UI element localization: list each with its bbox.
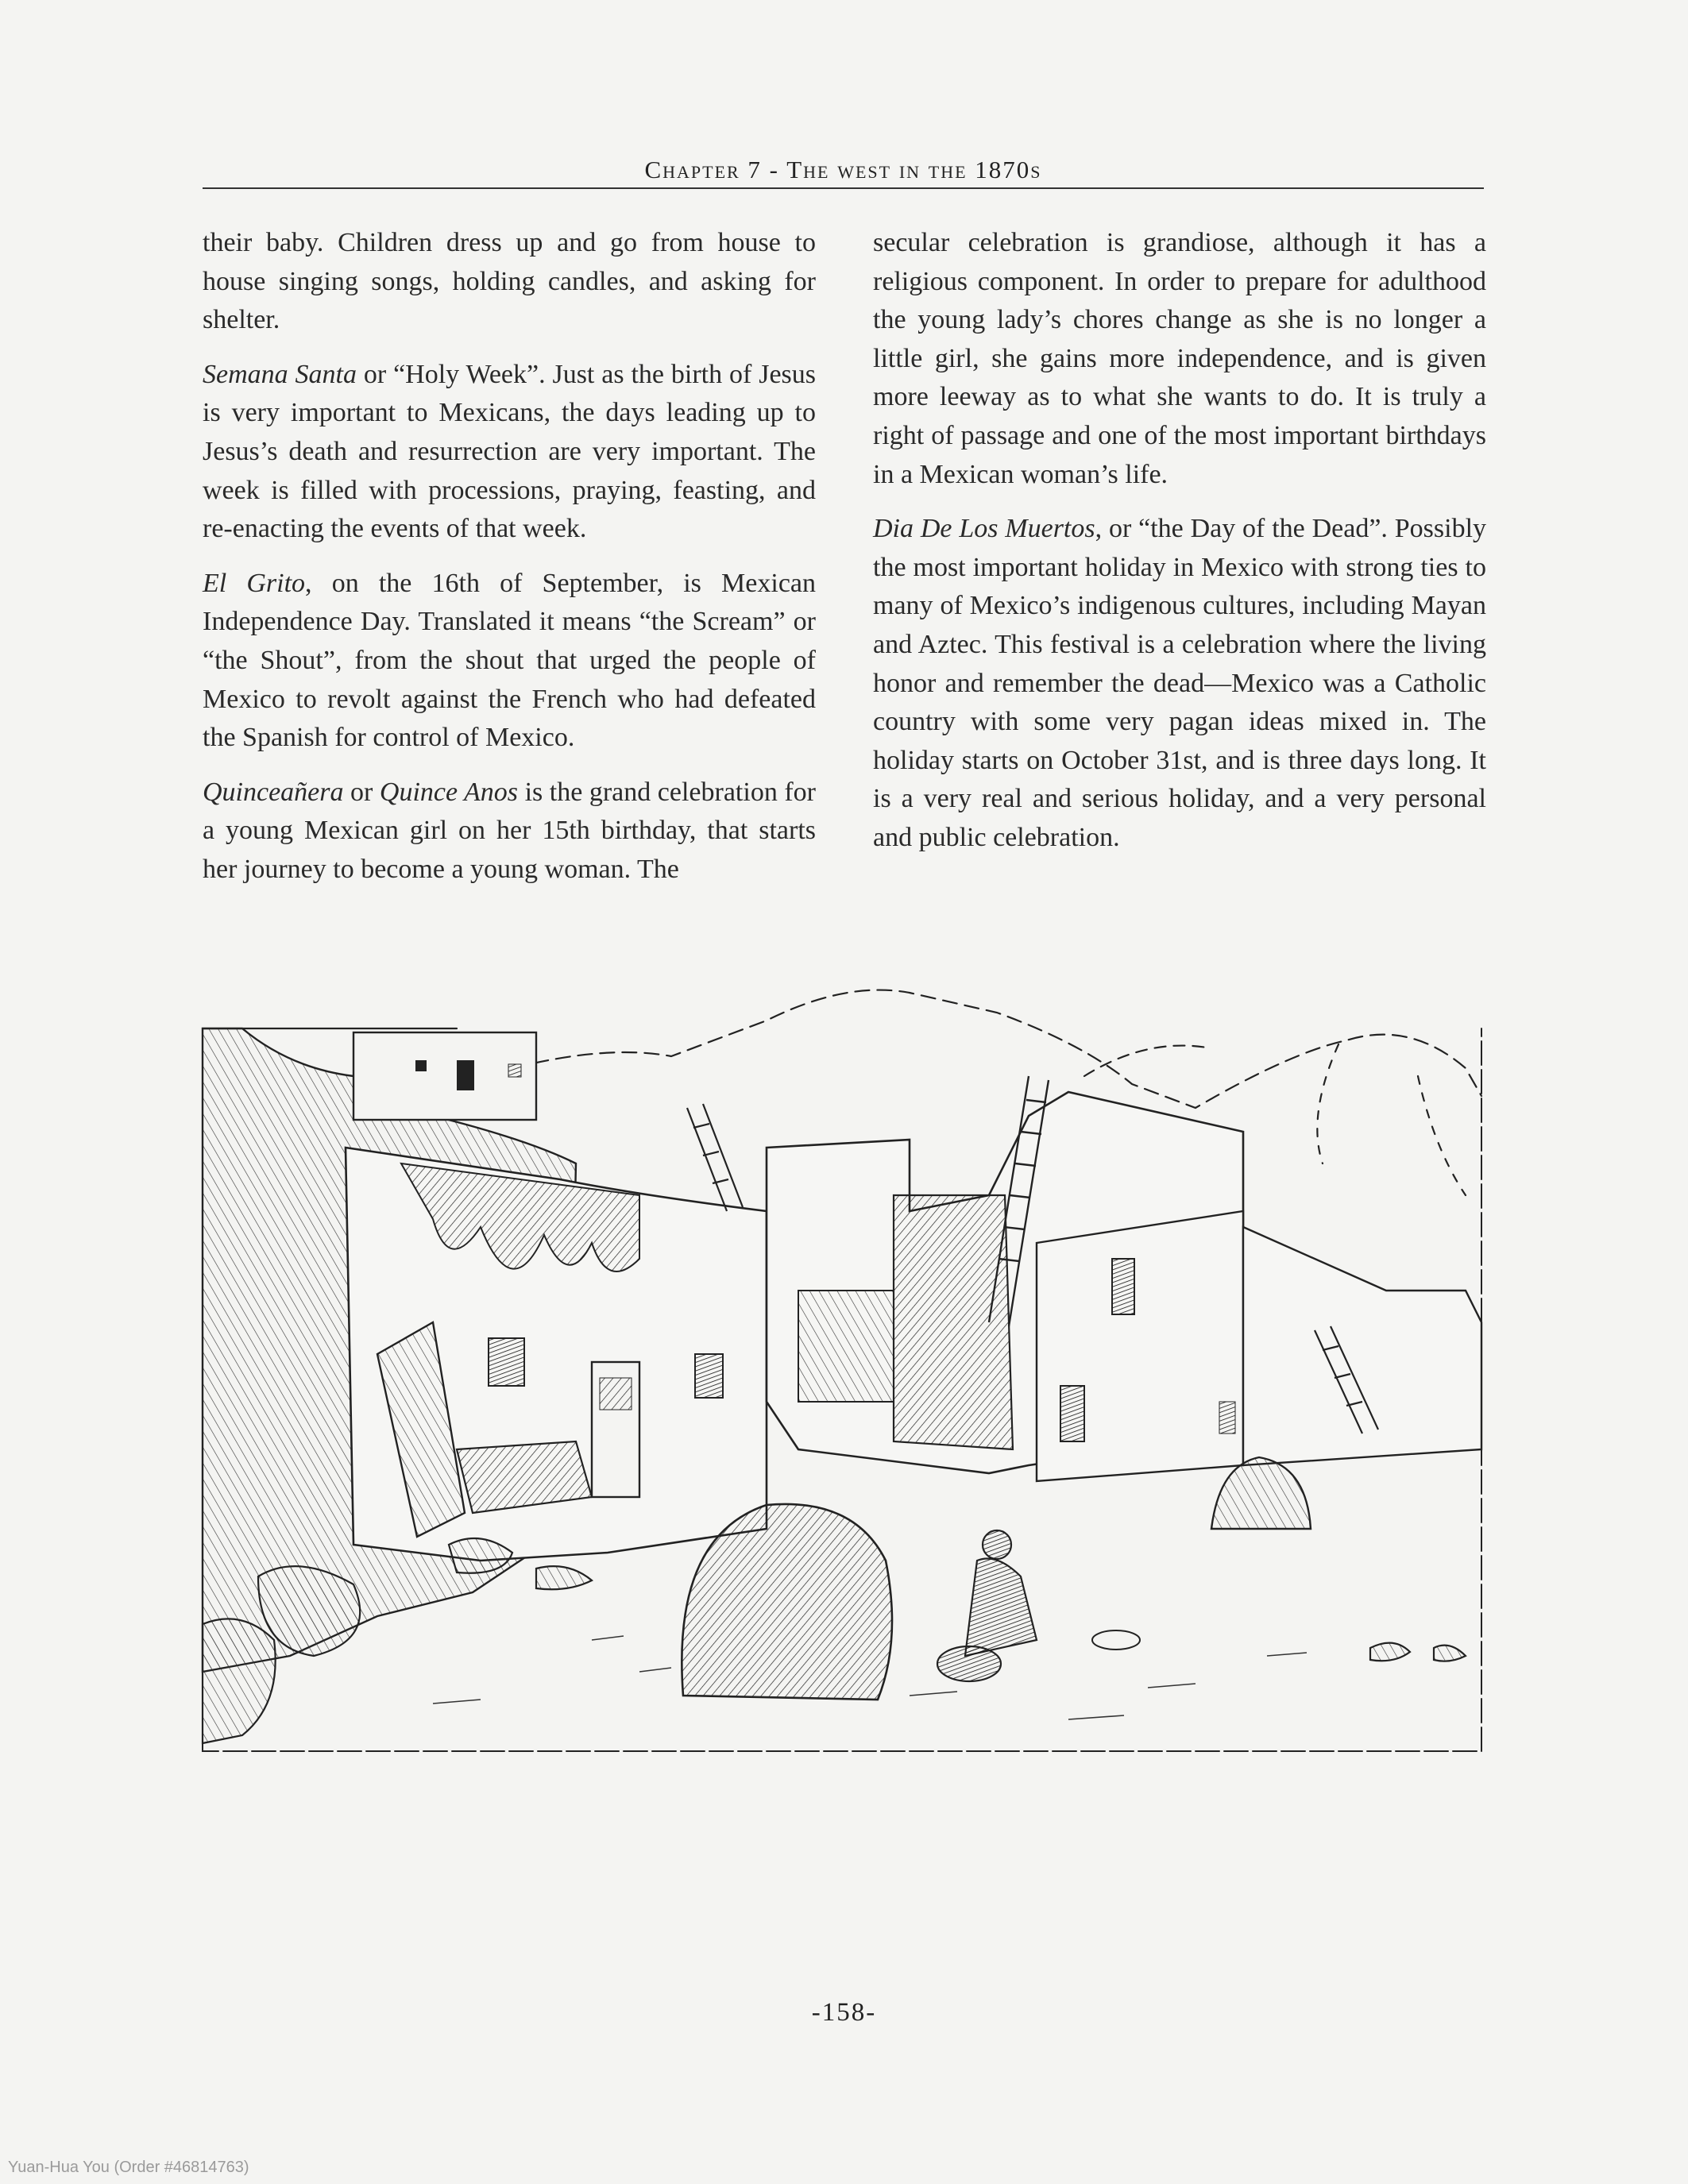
header-rule — [203, 187, 1484, 189]
page-number: -158- — [811, 1998, 877, 2027]
paragraph-semana-santa — [203, 356, 816, 549]
term-dia-de-los-muertos: Dia De Los Muertos — [873, 514, 1095, 544]
term-el-grito: El Grito — [203, 568, 306, 598]
quinceanera-text: is the grand celebration for a young Mexican girl on her 15th birthday, that starts her journey to become a young woman. The — [203, 777, 817, 884]
paragraph-dia-de-los-muertos — [873, 510, 1486, 857]
pueblo-village-illustration — [195, 957, 1497, 1763]
left-column — [203, 224, 816, 905]
order-watermark: Yuan-Hua You (Order #46814763) — [8, 2159, 249, 2176]
paragraph-quinceanera — [203, 774, 816, 889]
seated-figure — [937, 1530, 1037, 1681]
term-quince-anos: Quince Anos — [379, 777, 519, 807]
el-grito-text: , on the 16th of September, is Mexican Independence Day. Translated it means “the Scream” or “the Shout”, from the shout that urged the people of Mexico to revolt against the French who had defeated the Spanish for control of Mexico. — [203, 568, 816, 753]
term-semana-santa: Semana Santa — [203, 359, 357, 389]
paragraph-quinceanera-cont: secular celebration is grandiose, although it has a religious component. In order to prepare for adulthood the young lady’s chores change as she is no longer a little girl, she gains more independence, and is given more leeway as to what she wants to do. It is truly a right of passage and one of the most important birthdays in a Mexican woman’s life. — [873, 228, 1486, 489]
paragraph-el-grito — [203, 565, 816, 758]
right-column — [873, 224, 1486, 874]
chapter-header: Chapter 7 - The west in the 1870s — [644, 156, 1042, 183]
dia-de-los-muertos-text: , or “the Day of the Dead”. Possibly the most important holiday in Mexico with strong ties to many of Mexico’s indigenous cultures, including Mayan and Aztec. This festival is a celebration where the living honor and remember the dead—Mexico was a Catholic country with some very pagan ideas mixed in. The holiday starts on October 31st, and is three days long. It is a very real and serious holiday, and a very personal and public celebration. — [873, 514, 1487, 852]
paragraph-las-posadas-end: their baby. Children dress up and go from house to house singing songs, holding candles, and asking for shelter. — [203, 228, 816, 335]
quinceanera-or: or — [343, 777, 380, 807]
semana-santa-text: or “Holy Week”. Just as the birth of Jesus is very important to Mexicans, the days leading up to Jesus’s death and resurrection are very important. The week is filled with processions, praying, feasting, and re-enacting the events of that week. — [203, 359, 817, 544]
beehive-oven-small — [1211, 1457, 1311, 1529]
term-quinceanera: Quinceañera — [203, 777, 344, 807]
